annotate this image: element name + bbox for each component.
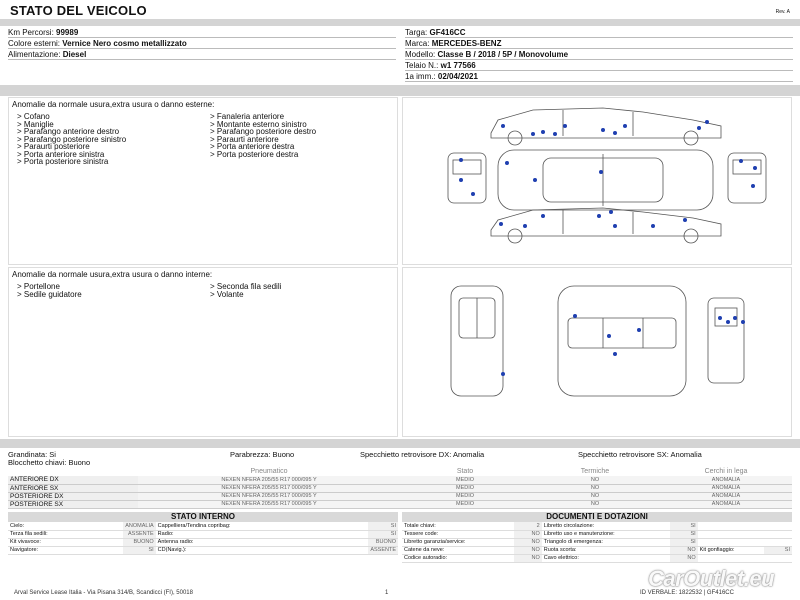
page-title: STATO DEL VEICOLO [10,3,147,18]
watermark-logo: CarOutlet.eu [648,566,775,591]
internal-state-section [8,512,398,555]
windshield-status: Parabrezza: Buono [230,450,295,459]
footer-page-number: 1 [385,590,389,596]
tyres-table [8,467,792,509]
list-item: > Portellone [17,282,60,291]
internal-damage-panel [8,267,398,437]
car-exterior-icon [403,98,793,266]
model-field: Modello: Classe B / 2018 / 5P / Monovolume [405,50,793,60]
tyre-col-header: Pneumatico [250,468,288,475]
external-damage-panel [8,97,398,265]
internal-damage-list-1 [17,283,82,298]
list-item: > Fanaleria anteriore [210,112,285,121]
hail-status: Grandinata: Si [8,450,56,459]
header-divider [0,19,800,26]
table-row: Catene da neve: NO Ruota scorta: NO Kit gonfiaggio: SI [404,547,790,553]
table-row: Navigatore: SI CD(Navig.): ASSENTE [10,547,396,553]
table-row: Tessere code: NO Libretto uso e manutenzione: SI [402,530,792,538]
list-item: > Cofano [17,112,50,121]
list-item: > Seconda fila sedili [210,282,282,291]
list-item: > Volante [210,289,244,299]
damage-markers [501,314,745,376]
external-car-diagram [402,97,792,265]
footer-company: Arval Service Lease Italia - Via Pisana 314/B, Scandicci (FI), 50018 [14,590,193,596]
table-row: Kit vivavoce: BUONO Antenna radio: BUONO [10,539,396,545]
chassis-field: Telaio N.: w1 77566 [405,61,793,71]
internal-damage-title: Anomalie da normale usura,extra usura o danno interne: [12,270,213,279]
table-row: Terza fila sedili: ASSENTE Radio: SI [10,531,396,537]
list-item: > Porta posteriore destra [210,149,299,159]
mirror-dx-status: Specchietto retrovisore DX: Anomalia [360,450,485,459]
km-field: Km Percorsi: 99989 [8,28,396,38]
rims-col-header: Cerchi in lega [704,468,748,475]
list-item: > Porta posteriore sinistra [17,157,109,166]
external-damage-list-2 [210,113,316,158]
brand-field: Marca: MERCEDES-BENZ [405,39,793,49]
internal-damage-list-2 [210,283,281,298]
registration-field: 1a imm.: 02/04/2021 [405,72,793,82]
winter-col-header: Termiche [580,468,610,475]
list-item: > Parafango anteriore destro [17,127,120,136]
color-field: Colore esterni: Vernice Nero cosmo metallizzato [8,39,396,49]
external-damage-title: Anomalie da normale usura,extra usura o danno esterne: [12,100,215,109]
list-item: > Maniglie [17,119,54,129]
mirror-sx-status: Specchietto retrovisore SX: Anomalia [578,450,702,459]
key-lock-status: Blocchetto chiavi: Buono [8,458,91,467]
revision-label: Rev. A [775,9,790,15]
table-row: ANTERIORE DX NEXEN NFERA 205/55 R17 000/095 Y MEDIO NO ANOMALIA [8,476,792,484]
car-interior-icon [403,268,793,438]
internal-state-title: STATO INTERNO [8,512,398,522]
internal-car-diagram [402,267,792,437]
list-item: > Parafango posteriore sinistro [17,134,127,144]
table-row: Libretto garanzia/service: NO Triangolo di emergenza: SI [402,538,792,546]
table-row: POSTERIORE DX NEXEN NFERA 205/55 R17 000/095 Y MEDIO NO ANOMALIA [8,492,792,500]
list-item: > Parafango posteriore destro [210,127,317,136]
section-divider [0,85,800,96]
list-item: > Sedile guidatore [17,289,82,299]
documents-title: DOCUMENTI E DOTAZIONI [402,512,792,522]
documents-section [402,512,792,563]
summary-divider [0,439,800,448]
list-item: > Paraurti anteriore [210,134,279,144]
list-item: > Porta anteriore sinistra [17,149,105,159]
state-col-header: Stato [456,468,474,475]
list-item: > Paraurti posteriore [17,142,90,151]
table-row: ANTERIORE SX NEXEN NFERA 205/55 R17 000/095 Y MEDIO NO ANOMALIA [8,484,792,492]
fuel-field: Alimentazione: Diesel [8,50,396,60]
damage-markers [459,120,757,228]
table-row: POSTERIORE SX NEXEN NFERA 205/55 R17 000/095 Y MEDIO NO ANOMALIA [8,500,792,508]
table-row: Codice autoradio: NO Cavo elettrico: NO [402,554,792,562]
list-item: > Porta anteriore destra [210,142,295,151]
plate-field: Targa: GF416CC [405,28,793,38]
external-damage-list-1 [17,113,126,166]
table-row: Totale chiavi: 2 Libretto circolazione: SI [402,522,792,530]
footer-reference: ID VERBALE: 1822532 | GF416CC [640,590,734,596]
list-item: > Montante esterno sinistro [210,119,307,129]
table-row: Cielo: ANOMALIA Cappelliera/Tendina copribag: SI [10,522,396,529]
